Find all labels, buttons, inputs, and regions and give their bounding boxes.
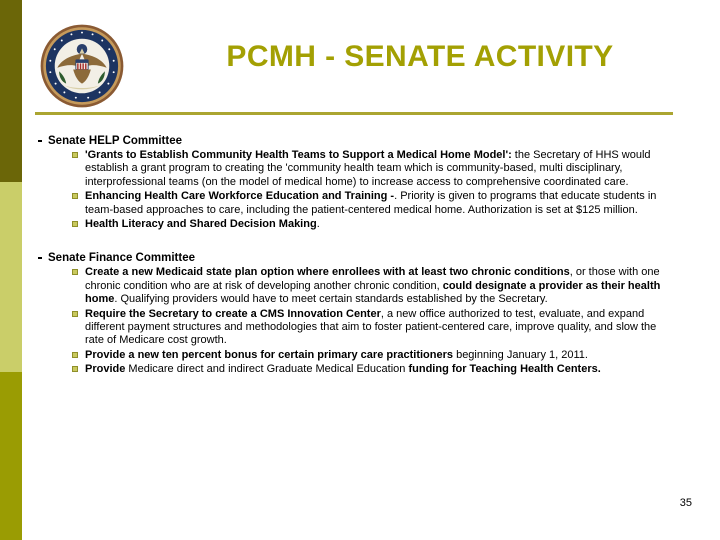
- sidebar-band-bottom: [0, 372, 22, 540]
- dash-bullet-icon: [38, 257, 42, 259]
- list-item: [38, 266, 678, 306]
- list-item-lead: Enhancing Health Care Workforce Education and Training -: [85, 190, 395, 203]
- section-senate-help-committee: [38, 134, 678, 231]
- list-item: [38, 190, 678, 217]
- slide-header: [0, 0, 720, 118]
- section-heading-label: Senate HELP Committee: [48, 135, 182, 147]
- bullet-list: [38, 149, 678, 231]
- list-item: [38, 349, 678, 362]
- square-bullet-icon: [72, 311, 78, 317]
- dash-bullet-icon: [38, 140, 42, 142]
- list-item-body: , a new office authorized to test, evaluate, and expand different payment structures and methodologies that aim to foster patient-centered care, improve quality, and slow the rate of Medicare cost growth.: [85, 307, 657, 347]
- list-item-body: . Priority is given to programs that educate students in team-based approaches to care, including the patient-centered medical home. Authorization is set at $125 million.: [85, 190, 657, 216]
- section-senate-finance-committee: [38, 251, 678, 376]
- list-item-body: beginning January 1, 2011.: [453, 348, 588, 361]
- list-item: [38, 218, 678, 231]
- list-item-lead: 'Grants to Establish Community Health Teams to Support a Medical Home Model':: [85, 149, 512, 161]
- page-title: PCMH - SENATE ACTIVITY: [226, 40, 614, 73]
- square-bullet-icon: [72, 193, 78, 199]
- square-bullet-icon: [72, 152, 78, 158]
- united-states-senate-seal-icon: [38, 22, 126, 110]
- list-item-body: .: [316, 218, 320, 231]
- page-number: 35: [679, 497, 692, 509]
- list-item-lead: Create a new Medicaid state plan option where enrollees with at least two chronic conditions: [85, 266, 570, 279]
- list-item-lead: Provide a new ten percent bonus for certain primary care practitioners: [85, 348, 454, 361]
- section-heading-label: Senate Finance Committee: [48, 252, 195, 265]
- sidebar-band-middle: [0, 182, 22, 372]
- list-item: [38, 149, 678, 189]
- section-heading: [38, 251, 678, 265]
- list-item-lead: Provide: [85, 363, 126, 376]
- slide-body: [38, 134, 678, 377]
- list-item: [38, 308, 678, 348]
- list-item: [38, 363, 678, 376]
- title-divider: [35, 112, 673, 115]
- list-item-lead: Health Literacy and Shared Decision Making: [85, 218, 317, 231]
- square-bullet-icon: [72, 352, 78, 358]
- square-bullet-icon: [72, 366, 78, 372]
- list-item-body-2: . Qualifying providers would have to meet certain standards established by the Secretary.: [114, 293, 548, 306]
- list-item-body: , or those with one chronic condition who are at risk of developing another chronic condition,: [85, 266, 660, 292]
- square-bullet-icon: [72, 221, 78, 227]
- section-heading: [38, 134, 678, 148]
- square-bullet-icon: [72, 269, 78, 275]
- list-item-lead-2: could designate a provider as their health home: [85, 279, 661, 306]
- list-item-lead-2: funding for Teaching Health Centers.: [408, 363, 601, 376]
- bullet-list: [38, 266, 678, 376]
- list-item-body: the Secretary of HHS would establish a grant program to creating the 'community health team which is community-based, multi disciplinary, interprofessional teams (on the model of medical home) to increase access to comprehensive coordinated care.: [85, 149, 651, 188]
- list-item-lead: Require the Secretary to create a CMS Innovation Center: [85, 307, 381, 320]
- list-item-body: Medicare direct and indirect Graduate Medical Education: [125, 363, 409, 376]
